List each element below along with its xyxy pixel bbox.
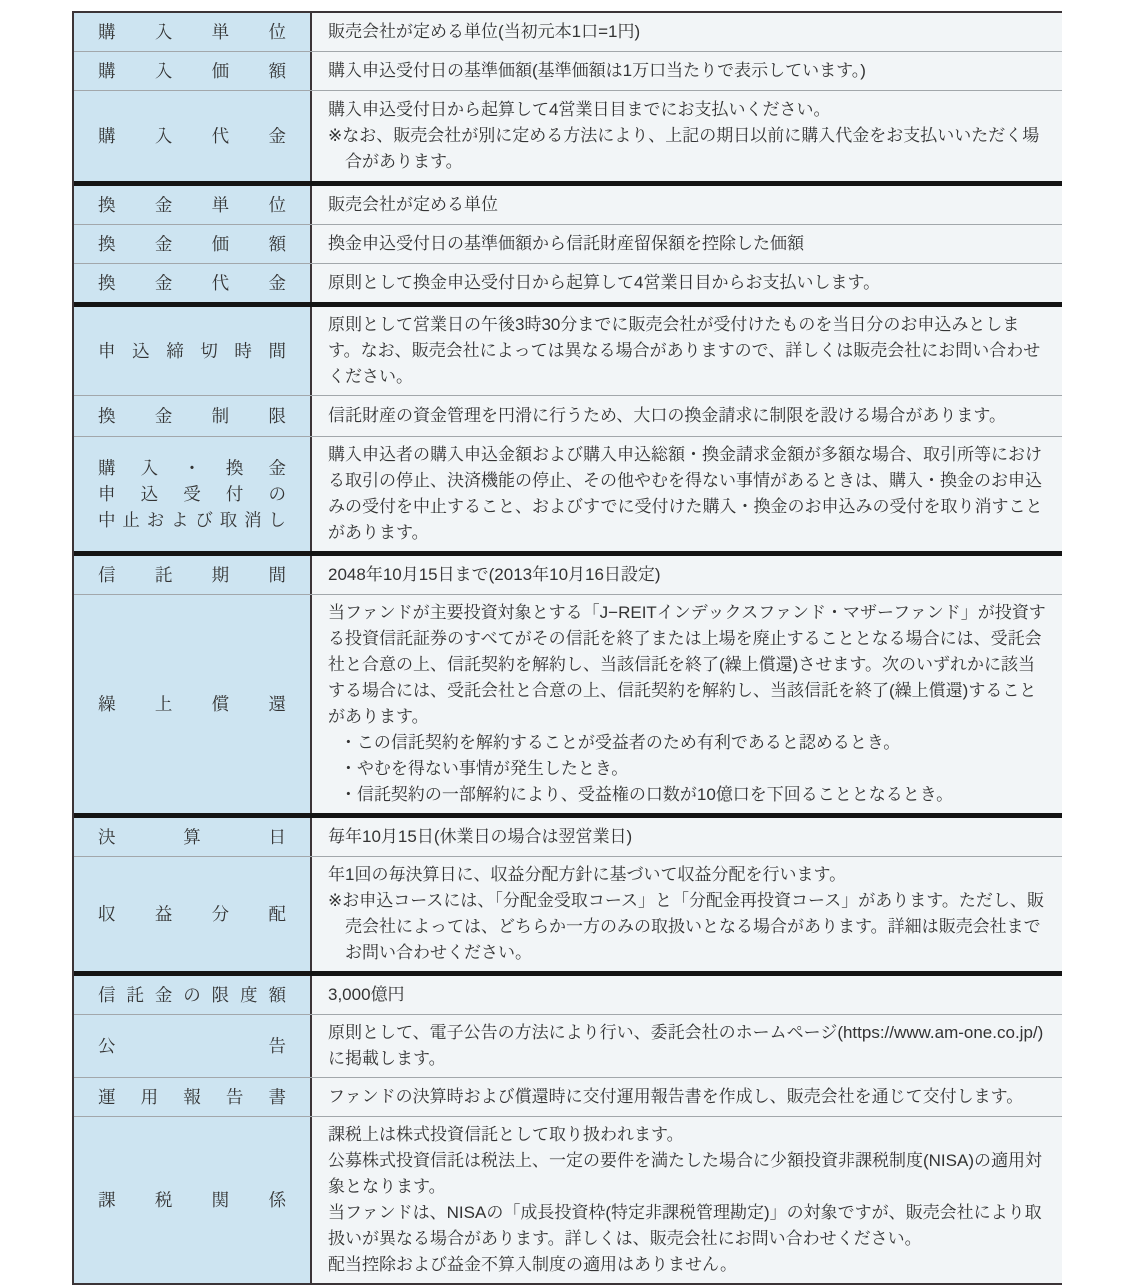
- row-content: [312, 595, 1062, 813]
- row-content: [312, 1015, 1062, 1077]
- row-content: [312, 13, 1062, 51]
- row-content: [312, 396, 1062, 436]
- row-label: [74, 91, 312, 181]
- row-label-line: 購 入 単 位: [98, 22, 286, 42]
- table-row: [74, 595, 1062, 818]
- row-label-line: 運 用 報 告 書: [98, 1087, 286, 1107]
- row-label-line: 換 金 代 金: [98, 273, 286, 293]
- row-label: [74, 396, 312, 436]
- row-label: [74, 264, 312, 302]
- content-paragraph: 販売会社が定める単位(当初元本1口=1円): [328, 22, 641, 41]
- content-paragraph: ファンドの決算時および償還時に交付運用報告書を作成し、販売会社を通じて交付します。: [328, 1087, 1024, 1106]
- row-label: [74, 307, 312, 395]
- content-paragraph: 3,000億円: [328, 985, 405, 1004]
- row-content: [312, 857, 1062, 971]
- row-label-line: 信 託 金 の 限 度 額: [98, 985, 286, 1005]
- row-label: [74, 857, 312, 971]
- content-paragraph: 当ファンドが主要投資対象とする「J−REITインデックスファンド・マザーファンド」が投資する投資信託証券のすべてがその信託を終了または上場を廃止することとなる場合には、受託会社と合意の上、信託契約を解約し、当該信託を終了(繰上償還)させます。次のいずれかに該当する場合には、受託会社と合意の上、信託契約を解約し、当該信託を終了(繰上償還)することがあります。: [328, 603, 1046, 726]
- row-label-line: 購 入 代 金: [98, 126, 286, 146]
- row-label: [74, 595, 312, 813]
- table-row: [74, 13, 1062, 52]
- row-label-line: 繰 上 償 還: [98, 694, 286, 714]
- row-label-line: 換 金 単 位: [98, 195, 286, 215]
- row-content: [312, 307, 1062, 395]
- content-paragraph: 2048年10月15日まで(2013年10月16日設定): [328, 565, 661, 584]
- table-row: [74, 307, 1062, 396]
- row-label-line: 課 税 関 係: [98, 1190, 286, 1210]
- row-label-line: 信 託 期 間: [98, 565, 286, 585]
- row-content: [312, 225, 1062, 263]
- content-paragraph: 購入申込者の購入申込金額および購入申込総額・換金請求金額が多額な場合、取引所等における取引の停止、決済機能の停止、その他やむを得ない事情があるときは、購入・換金のお申込みの受付を中止すること、およびすでに受付けた購入・換金のお申込みの受付を取り消すことがあります。: [328, 445, 1043, 542]
- table-row: [74, 1078, 1062, 1117]
- content-paragraph: ・やむを得ない事情が発生したとき。: [339, 759, 629, 778]
- row-content: [312, 91, 1062, 181]
- row-label: [74, 437, 312, 551]
- row-label: [74, 1117, 312, 1283]
- content-paragraph: 毎年10月15日(休業日の場合は翌営業日): [328, 827, 633, 846]
- content-paragraph: 課税上は株式投資信託として取り扱われます。: [328, 1125, 684, 1144]
- row-label-line: 中 止 お よ び 取 消 し: [98, 510, 286, 530]
- row-label-line: 購 入 価 額: [98, 61, 286, 81]
- row-content: [312, 976, 1062, 1014]
- row-content: [312, 437, 1062, 551]
- content-paragraph: 販売会社が定める単位: [328, 195, 498, 214]
- table-row: [74, 1015, 1062, 1078]
- row-label: [74, 13, 312, 51]
- content-paragraph: 年1回の毎決算日に、収益分配方針に基づいて収益分配を行います。: [328, 865, 847, 884]
- row-content: [312, 52, 1062, 90]
- table-row: [74, 1117, 1062, 1283]
- row-label-line: 換 金 制 限: [98, 406, 286, 426]
- content-paragraph: 原則として換金申込受付日から起算して4営業日目からお支払いします。: [328, 273, 881, 292]
- table-row: [74, 186, 1062, 225]
- content-paragraph: 公募株式投資信託は税法上、一定の要件を満たした場合に少額投資非課税制度(NISA)の適用対象となります。: [328, 1151, 1042, 1196]
- table-row: [74, 818, 1062, 857]
- row-content: [312, 264, 1062, 302]
- content-paragraph: 購入申込受付日から起算して4営業日目までにお支払いください。: [328, 100, 831, 119]
- row-label-line: 公 告: [98, 1036, 286, 1056]
- table-row: [74, 556, 1062, 595]
- content-paragraph: ・信託契約の一部解約により、受益権の口数が10億口を下回ることとなるとき。: [339, 785, 954, 804]
- row-label: [74, 818, 312, 856]
- row-label: [74, 225, 312, 263]
- content-paragraph: 当ファンドは、NISAの「成長投資枠(特定非課税管理勘定)」の対象ですが、販売会社により取扱いが異なる場合があります。詳しくは、販売会社にお問い合わせください。: [328, 1203, 1042, 1248]
- content-paragraph: 信託財産の資金管理を円滑に行うため、大口の換金請求に制限を設ける場合があります。: [328, 406, 1006, 425]
- table-row: [74, 396, 1062, 437]
- row-label-line: 換 金 価 額: [98, 234, 286, 254]
- content-paragraph: 原則として、電子公告の方法により行い、委託会社のホームページ(https://www.am-one.co.jp/)に掲載します。: [328, 1023, 1044, 1068]
- row-label: [74, 556, 312, 594]
- row-label: [74, 52, 312, 90]
- row-label: [74, 976, 312, 1014]
- content-paragraph: ※お申込コースには、「分配金受取コース」と「分配金再投資コース」があります。ただし、販売会社によっては、どちらか一方のみの取扱いとなる場合があります。詳細は販売会社までお問い合わせください。: [328, 891, 1044, 962]
- row-label-line: 申 込 受 付 の: [98, 484, 286, 504]
- table-row: [74, 225, 1062, 264]
- row-label-line: 申 込 締 切 時 間: [98, 341, 286, 361]
- content-paragraph: 配当控除および益金不算入制度の適用はありません。: [328, 1255, 738, 1274]
- content-paragraph: 購入申込受付日の基準価額(基準価額は1万口当たりで表示しています。): [328, 61, 866, 80]
- row-content: [312, 556, 1062, 594]
- row-label-line: 決 算 日: [98, 827, 286, 847]
- table-row: [74, 52, 1062, 91]
- row-label-line: 購 入 ・ 換 金: [98, 458, 286, 478]
- table-row: [74, 264, 1062, 307]
- row-label-line: 収 益 分 配: [98, 904, 286, 924]
- row-label: [74, 1078, 312, 1116]
- content-paragraph: ※なお、販売会社が別に定める方法により、上記の期日以前に購入代金をお支払いいただく場合があります。: [328, 126, 1040, 171]
- table-row: [74, 857, 1062, 976]
- row-content: [312, 818, 1062, 856]
- row-label: [74, 1015, 312, 1077]
- row-content: [312, 1078, 1062, 1116]
- row-content: [312, 1117, 1062, 1283]
- content-paragraph: 換金申込受付日の基準価額から信託財産留保額を控除した価額: [328, 234, 804, 253]
- fund-terms-table: [72, 11, 1062, 1285]
- row-content: [312, 186, 1062, 224]
- row-label: [74, 186, 312, 224]
- table-row: [74, 91, 1062, 186]
- table-row: [74, 976, 1062, 1015]
- content-paragraph: 原則として営業日の午後3時30分までに販売会社が受付けたものを当日分のお申込みとします。なお、販売会社によっては異なる場合がありますので、詳しくは販売会社にお問い合わせください。: [328, 315, 1041, 386]
- table-row: [74, 437, 1062, 556]
- content-paragraph: ・この信託契約を解約することが受益者のため有利であると認めるとき。: [339, 733, 901, 752]
